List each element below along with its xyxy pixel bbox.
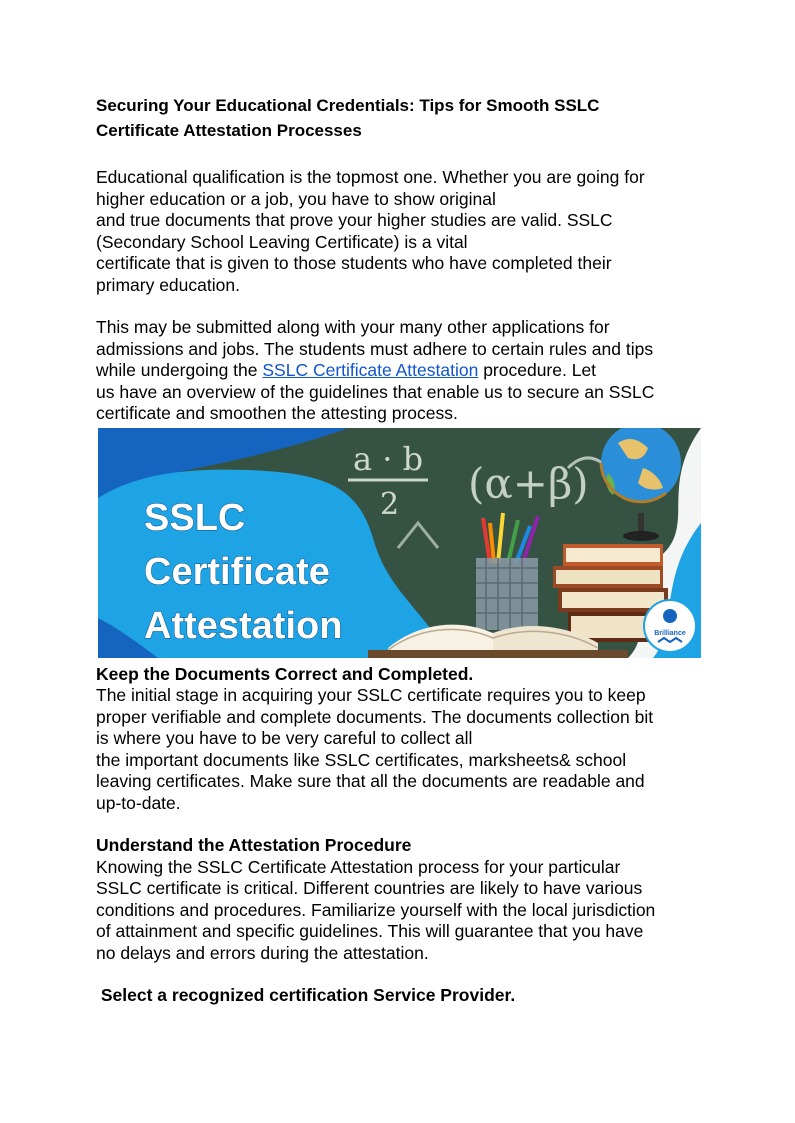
intro-paragraph [96, 167, 696, 296]
text-line: is where you have to be very careful to collect all [96, 728, 473, 748]
text-line: This may be submitted along with your many other applications for [96, 317, 610, 337]
section-1-paragraph [96, 685, 696, 814]
text-line: Educational qualification is the topmost one. Whether you are going for [96, 167, 645, 187]
text-line: and true documents that prove your higher studies are valid. SSLC [96, 210, 613, 230]
chalk-formula-1: a · b [353, 439, 424, 478]
document-page [96, 93, 696, 1007]
text-line: higher education or a job, you have to show original [96, 188, 496, 209]
logo-text: Brilliance [654, 629, 686, 637]
text-fragment: procedure. Let [478, 360, 597, 380]
text-line: leaving certificates. Make sure that all the documents are readable and [96, 771, 645, 791]
brilliance-logo [644, 600, 696, 652]
section-heading-procedure: Understand the Attestation Procedure [96, 835, 412, 855]
text-fragment: while undergoing the [96, 360, 263, 380]
sslc-attestation-link[interactable]: SSLC Certificate Attestation [262, 360, 479, 380]
title-line: Securing Your Educational Credentials: Tips for Smooth SSLC [96, 96, 600, 115]
chalk-formula-2: 2 [380, 486, 400, 522]
section-heading-documents: Keep the Documents Correct and Completed. [96, 663, 474, 684]
text-line: Knowing the SSLC Certificate Attestation process for your particular [96, 856, 621, 877]
sslc-banner-image [98, 428, 701, 658]
text-line: conditions and procedures. Familiarize yourself with the local jurisdiction [96, 899, 656, 920]
section-heading-provider: Select a recognized certification Service Provider. [96, 985, 516, 1005]
text-line: primary education. [96, 274, 240, 295]
document-title [96, 93, 696, 143]
banner-title-line-3: Attestation [144, 604, 343, 647]
text-line: certificate and smoothen the attesting process. [96, 403, 458, 423]
banner-title-line-2: Certificate [144, 550, 330, 593]
section-2-paragraph [96, 857, 696, 965]
text-line: admissions and jobs. The students must adhere to certain rules and tips [96, 338, 654, 359]
banner-title-line-1: SSLC [144, 496, 246, 539]
paragraph-2 [96, 317, 696, 425]
text-line: no delays and errors during the attestation. [96, 942, 429, 963]
chalk-formula-3: (α+β) [468, 458, 589, 508]
text-line: up-to-date. [96, 792, 181, 813]
text-line: the important documents like SSLC certificates, marksheets& school [96, 749, 627, 770]
text-line: SSLC certificate is critical. Different countries are likely to have various [96, 878, 643, 898]
text-line: of attainment and specific guidelines. This will guarantee that you have [96, 921, 644, 941]
text-line: The initial stage in acquiring your SSLC certificate requires you to keep [96, 685, 646, 705]
text-line [96, 360, 696, 382]
text-line: certificate that is given to those students who have completed their [96, 253, 612, 273]
text-line: (Secondary School Leaving Certificate) is a vital [96, 231, 468, 252]
title-line: Certificate Attestation Processes [96, 121, 362, 140]
text-line: proper verifiable and complete documents. The documents collection bit [96, 706, 654, 727]
text-line: us have an overview of the guidelines that enable us to secure an SSLC [96, 381, 655, 402]
